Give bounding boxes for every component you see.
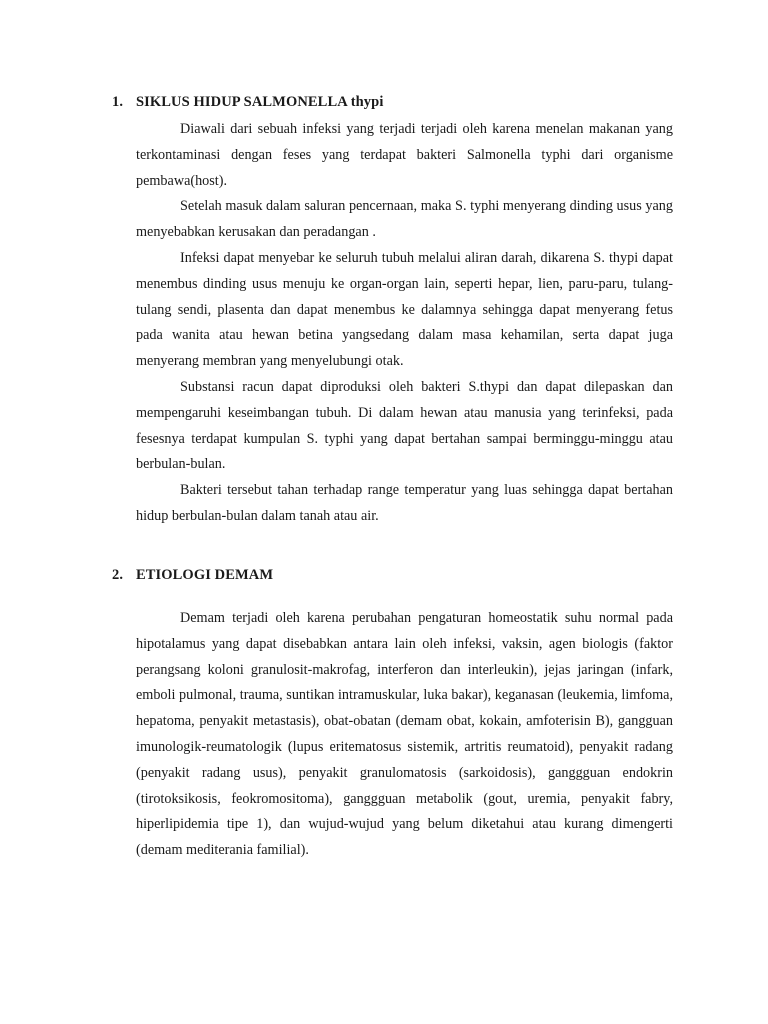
section-title: ETIOLOGI DEMAM <box>136 567 274 583</box>
section-body <box>136 117 673 530</box>
section-title: SIKLUS HIDUP SALMONELLA thypi <box>136 94 384 110</box>
paragraph: Setelah masuk dalam saluran pencernaan, maka S. typhi menyerang dinding usus yang menyebabkan kerusakan dan peradangan . <box>136 198 673 241</box>
paragraph: Demam terjadi oleh karena perubahan pengaturan homeostatik suhu normal pada hipotalamus yang dapat disebabkan antara lain oleh infeksi, vaksin, agen biologis (faktor perangsang koloni granulosit-makrofag, interferon dan interleukin), jejas jaringan (infark, emboli pulmonal, trauma, suntikan intramuskular, luka bakar), keganasan (leukemia, limfoma, hepatoma, penyakit metastasis), obat-obatan (demam obat, kokain, amfoterisin B), gangguan imunologik-reumatologik (lupus eritematosus sistemik, artritis reumatoid), penyakit radang (penyakit radang usus), penyakit granulomatosis (sarkoidosis), ganggguan endokrin (tirotoksikosis, feokromositoma), ganggguan metabolik (gout, uremia, penyakit fabry, hiperlipidemia tipe 1), dan wujud-wujud yang belum diketahui atau kurang dimengerti (demam mediterania familial). <box>136 610 673 859</box>
paragraph: Bakteri tersebut tahan terhadap range temperatur yang luas sehingga dapat bertahan hidup berbulan-bulan dalam tanah atau air. <box>136 482 673 524</box>
paragraph: Infeksi dapat menyebar ke seluruh tubuh melalui aliran darah, dikarena S. thypi dapat menembus dinding usus menuju ke organ-organ lain, seperti hepar, lien, paru-paru, tulang-tulang sendi, plasenta dan dapat menembus ke dalamnya sehingga dapat menyerang fetus pada wanita atau hewan betina yangsedang dalam masa kehamilan, serta dapat juga menyerang membran yang menyelubungi otak. <box>136 249 673 370</box>
paragraph: Diawali dari sebuah infeksi yang terjadi terjadi oleh karena menelan makanan yang terkontaminasi dengan feses yang terdapat bakteri Salmonella typhi dari organisme pembawa(host). <box>136 121 673 189</box>
section-number: 1. <box>112 94 124 110</box>
section-heading <box>112 94 383 111</box>
section-body <box>136 606 673 864</box>
section-number: 2. <box>112 567 124 583</box>
paragraph: Substansi racun dapat diproduksi oleh bakteri S.thypi dan dapat dilepaskan dan mempengaruhi keseimbangan tubuh. Di dalam hewan atau manusia yang terinfeksi, pada fesesnya terdapat kumpulan S. typhi yang dapat bertahan sampai berminggu-minggu atau berbulan-bulan. <box>136 378 673 473</box>
section-heading <box>112 567 273 584</box>
